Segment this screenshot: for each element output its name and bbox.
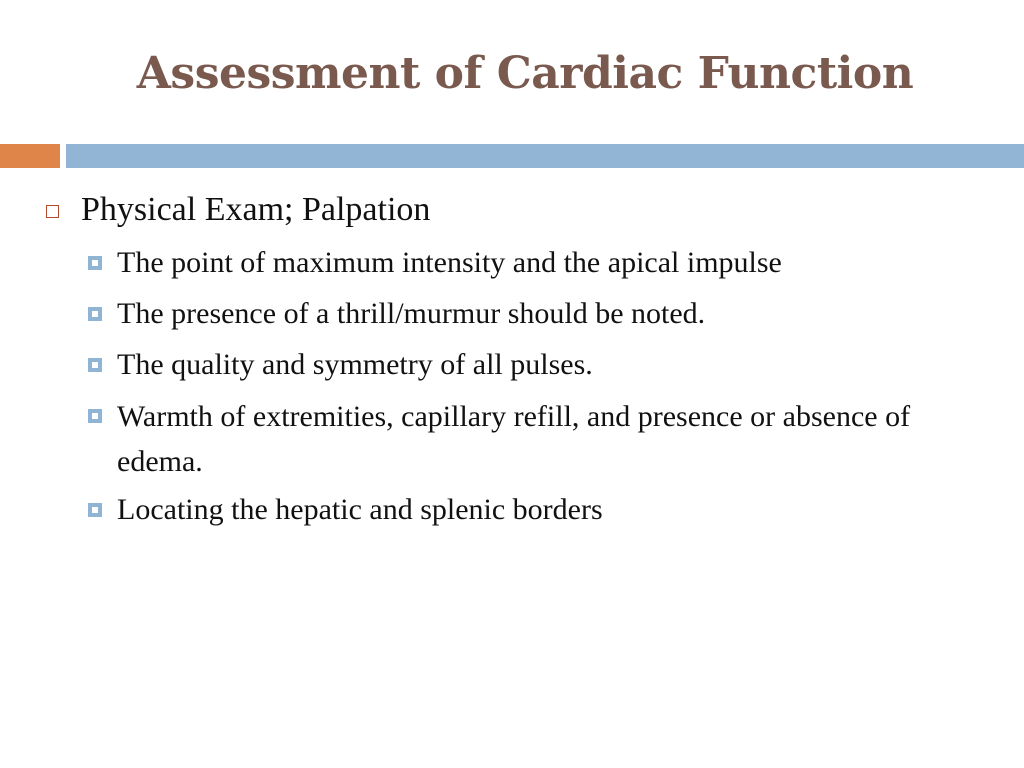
hollow-square-icon <box>46 205 59 218</box>
blue-square-bullet-icon <box>88 503 102 517</box>
bullet-physical-exam <box>42 190 1002 230</box>
slide-title: Assessment of Cardiac Function <box>136 48 914 99</box>
sub-bullet-text: The quality and symmetry of all pulses. <box>117 348 593 381</box>
blue-square-bullet-icon <box>88 256 102 270</box>
sub-bullet-text: Warmth of extremities, capillary refill, and presence or absence of edema. <box>117 400 911 478</box>
sub-bullet-text: The point of maximum intensity and the apical impulse <box>117 246 782 279</box>
accent-bar-left <box>0 144 60 168</box>
bullet-label: Physical Exam; Palpation <box>81 191 431 228</box>
sub-bullet-text: The presence of a thrill/murmur should be noted. <box>117 297 706 330</box>
blue-square-bullet-icon <box>88 307 102 321</box>
blue-square-bullet-icon <box>88 358 102 372</box>
accent-bar-right <box>66 144 1024 168</box>
blue-square-bullet-icon <box>88 409 102 423</box>
sub-bullet-text: Locating the hepatic and splenic borders <box>117 493 603 526</box>
